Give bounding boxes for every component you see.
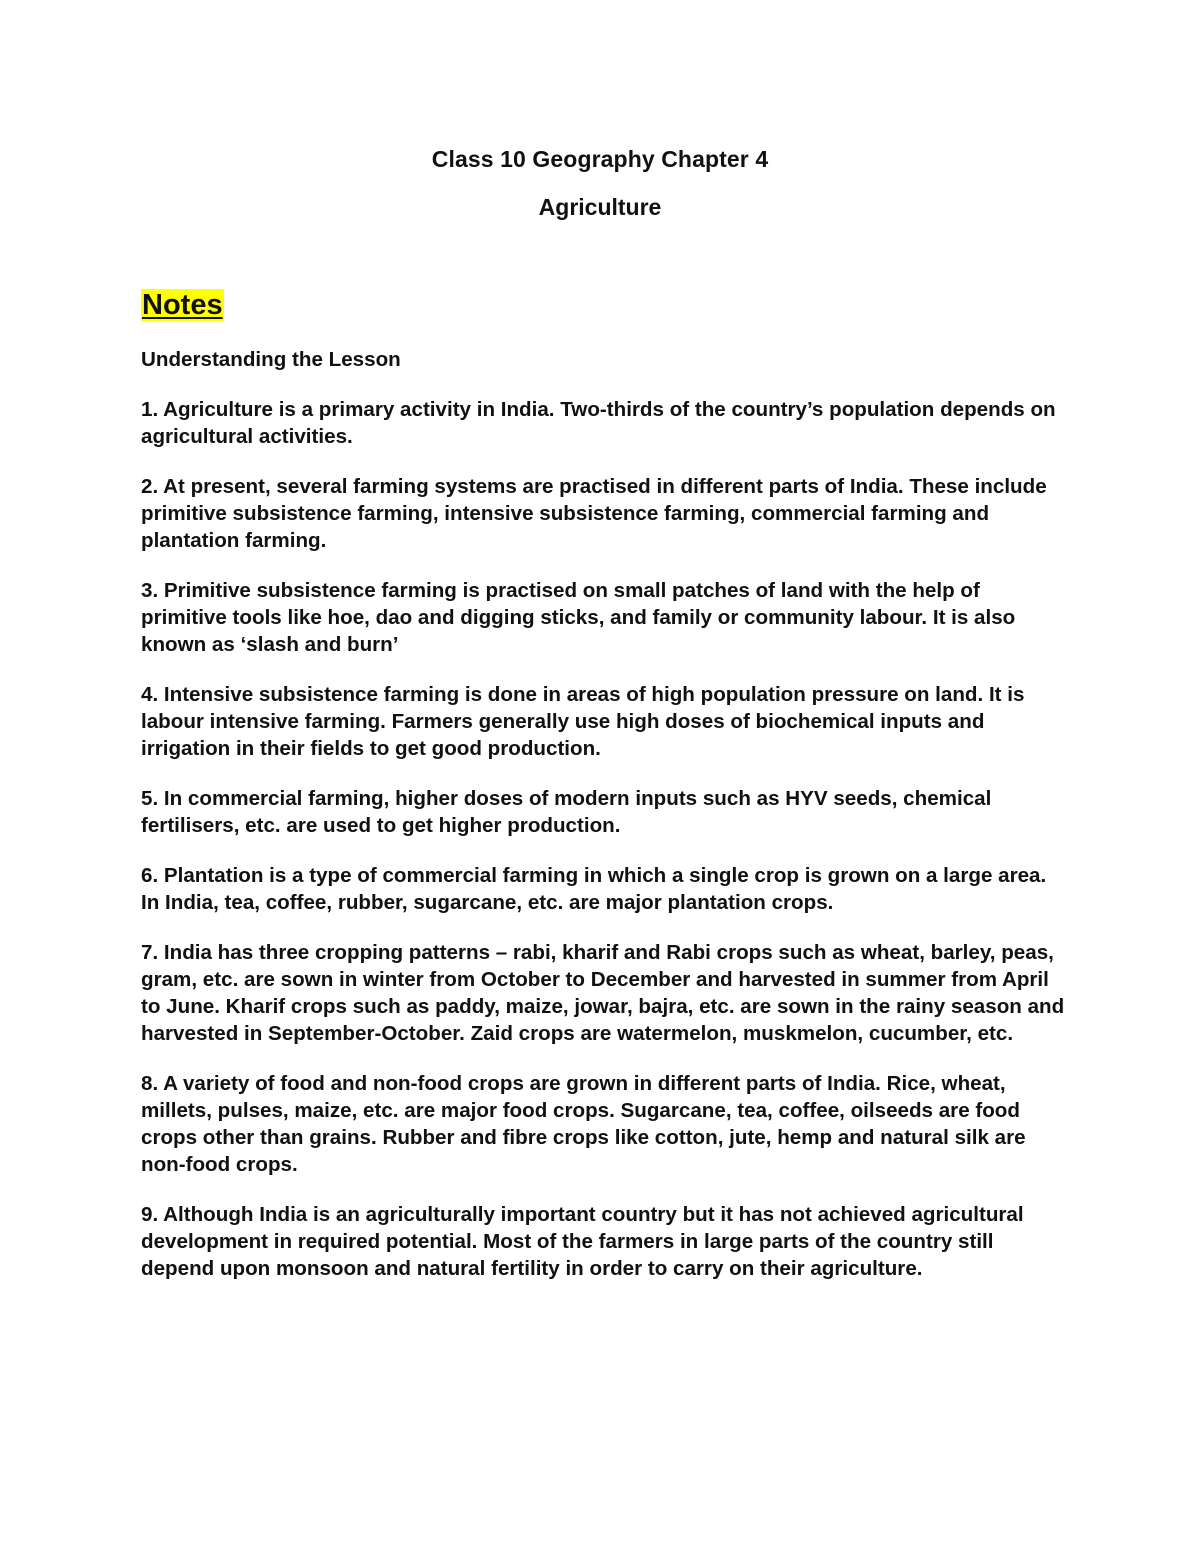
- section-label: Understanding the Lesson: [141, 348, 401, 371]
- note-point-4: 4. Intensive subsistence farming is done in areas of high population pressure on land. It is labour intensive farming. Farmers generally use high doses of biochemical inputs and irrigation in their fields to get good production.: [141, 683, 1025, 760]
- notes-content: [141, 346, 1066, 1305]
- note-point-7: 7. India has three cropping patterns – rabi, kharif and Rabi crops such as wheat, barley, peas, gram, etc. are sown in winter from October to December and harvested in summer from April to June. Kharif crops such as paddy, maize, jowar, bajra, etc. are sown in the rainy season and harvested in September-October. Zaid crops are watermelon, muskmelon, cucumber, etc.: [141, 941, 1065, 1045]
- document-subtitle: Agriculture: [538, 194, 662, 220]
- note-point-2: 2. At present, several farming systems are practised in different parts of India. These include primitive subsistence farming, intensive subsistence farming, commercial farming and plantation farming.: [141, 475, 1047, 552]
- notes-heading: [141, 286, 224, 324]
- note-point-5: 5. In commercial farming, higher doses of modern inputs such as HYV seeds, chemical fertilisers, etc. are used to get higher production.: [141, 787, 992, 837]
- notes-heading-text: Notes: [142, 289, 223, 321]
- note-point-8: 8. A variety of food and non-food crops are grown in different parts of India. Rice, wheat, millets, pulses, maize, etc. are major food crops. Sugarcane, tea, coffee, oilseeds are food crops other than grains. Rubber and fibre crops like cotton, jute, hemp and natural silk are non-food crops.: [141, 1072, 1026, 1176]
- note-point-6: 6. Plantation is a type of commercial farming in which a single crop is grown on a large area. In India, tea, coffee, rubber, sugarcane, etc. are major plantation crops.: [141, 864, 1047, 914]
- note-point-1: 1. Agriculture is a primary activity in India. Two-thirds of the country’s population depends on agricultural activities.: [141, 398, 1056, 448]
- document-title: Class 10 Geography Chapter 4: [431, 146, 769, 172]
- title-block: [0, 142, 1200, 224]
- note-point-9: 9. Although India is an agriculturally important country but it has not achieved agricultural development in required potential. Most of the farmers in large parts of the country still depend upon monsoon and natural fertility in order to carry on their agriculture.: [141, 1203, 1024, 1280]
- note-point-3: 3. Primitive subsistence farming is practised on small patches of land with the help of primitive tools like hoe, dao and digging sticks, and family or community labour. It is also known as ‘slash and burn’: [141, 579, 1016, 656]
